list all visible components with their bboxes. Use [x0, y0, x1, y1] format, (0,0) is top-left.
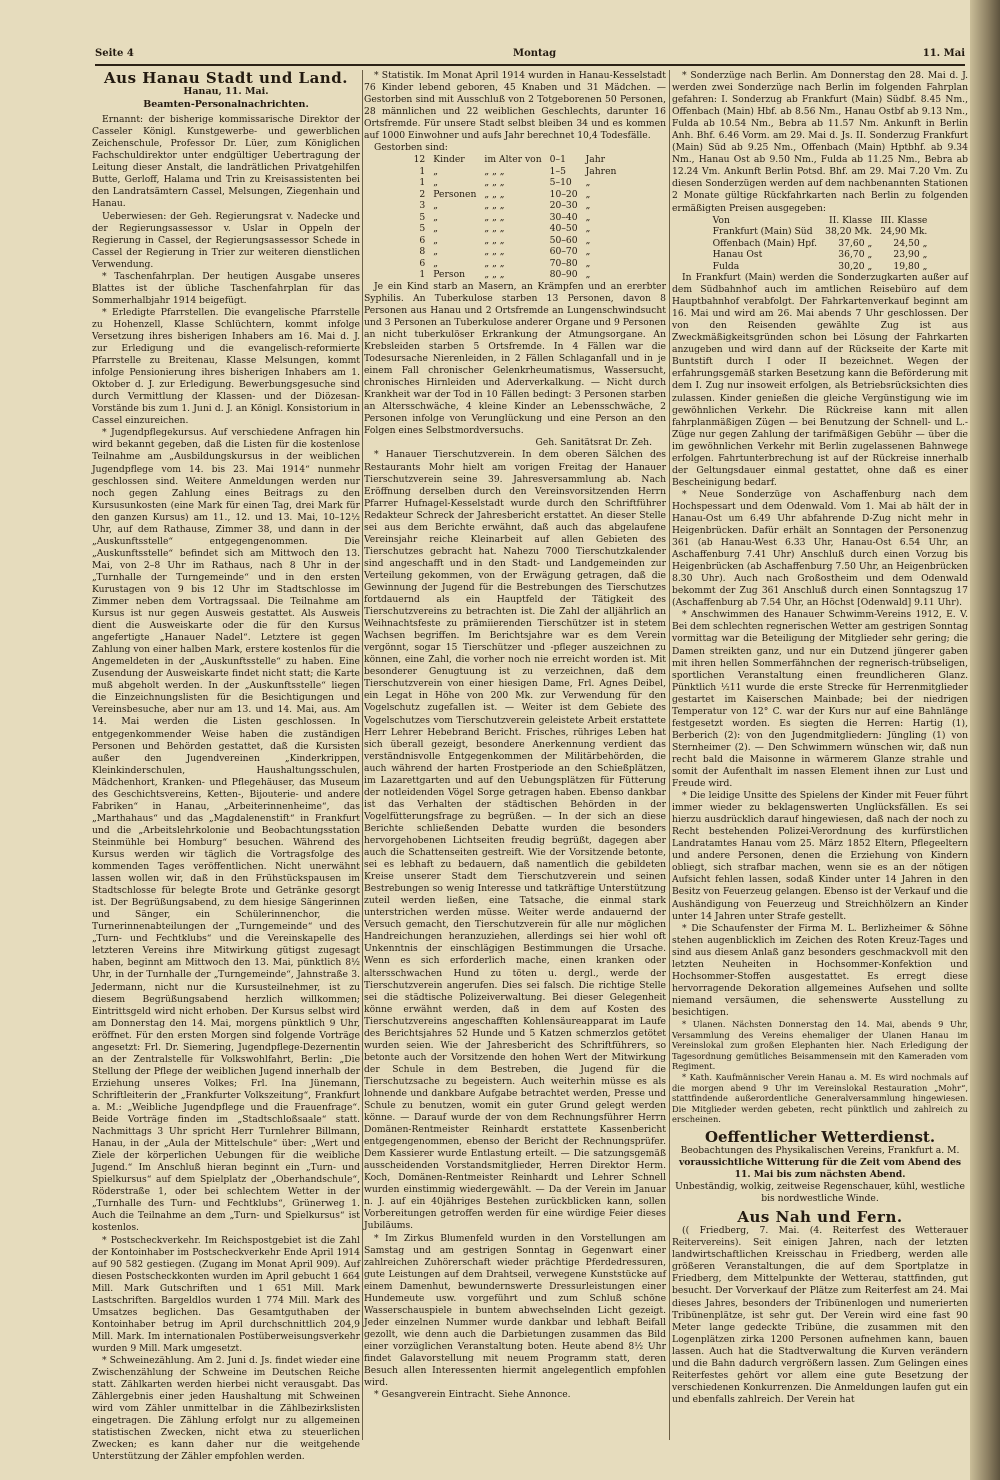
article-paragraph: * Die Schaufenster der Firma M. L. Berlizheimer & Söhne stehen augenblicklich im Zeichen des Roten Kreuz-Tages und sind aus diesem Anlaß ganz besonders geschmackvoll mit den letzten Neuheiten in Hochsommer-Konfektion und Hochsommer-Stoffen ausgestattet. Es erregt diese hervorragende Dekoration allgemeines Aufsehen und sollte niemand versäumen, die sehenswerte Ausstellung zu besichtigen.	[672, 922, 968, 1018]
article-paragraph: Ueberwiesen: der Geh. Regierungsrat v. Nadecke und der Regierungsassessor v. Uslar in Oppeln der Regierung in Cassel, der Regierungsassessor Schede in Cassel der Regierung in Trier zur weiteren dienstlichen Verwendung.	[92, 210, 360, 270]
table-cell: „ „ „	[484, 177, 505, 189]
table-cell: „ „ „	[484, 223, 505, 235]
table-cell: 8	[419, 246, 426, 258]
table-cell: „	[433, 200, 439, 212]
table-cell: „	[433, 177, 439, 189]
page-edge	[970, 0, 1000, 1480]
table-cell: „	[433, 223, 439, 235]
table-cell: 6	[419, 234, 426, 246]
table-cell: 6	[419, 257, 426, 269]
table-cell: Kinder	[433, 154, 465, 166]
column-divider	[669, 70, 670, 1440]
table-row	[410, 235, 621, 247]
table-row	[410, 166, 621, 178]
table-cell: „ „ „	[484, 211, 505, 223]
weather-forecast: Unbeständig, wolkig, zeitweise Regenschauer, kühl, westliche bis nordwestliche Winde.	[675, 1181, 965, 1205]
notice-paragraph: * Ulanen. Nächsten Donnerstag den 14. Mai, abends 9 Uhr, Versammlung des Vereins ehemaliger der Ulanen Hanau im Vereinslokal zum großen Elephanten hier. Nach Erledigung der Tagesordnung gemütliches Beisammensein mit den Kameraden vom Regiment.	[672, 1018, 968, 1072]
table-row	[410, 154, 621, 166]
article-paragraph: In Frankfurt (Main) werden die Sonderzugkarten außer auf dem Südbahnhof auch im amtlichen Reisebüro auf dem Hauptbahnhof verabfolgt. Der Fahrkartenverkauf beginnt am 16. Mai und wird am 26. Mai abends 7 Uhr geschlossen. Der von den Reisenden gewählte Zug ist aus Zweckmäßigkeitsgründen schon bei Lösung der Fahrkarten anzugeben und wird dann auf der Rückseite der Karte mit Buntstift durch I oder II bezeichnet. Wegen der erfahrungsgemäß starken Besetzung kann die Beförderung mit dem I. Zug nur insoweit erfolgen, als Betriebsrücksichten dies zulassen. Kinder genießen die gleiche Vergünstigung wie im gewöhnlichen Verkehr. Die Rückreise kann mit allen fahrplanmäßigen Zügen — bei Benutzung der Schnell- und L.-Züge nur gegen Zahlung der tarifmäßigen Gebühr — über die im gewöhnlichen Verkehr mit Berlin zugelassenen Bahnwege erfolgen. Fahrtunterbrechung ist auf der Rückreise innerhalb der Geltungsdauer einmal gestattet, ohne daß es einer Bescheinigung bedarf.	[672, 272, 968, 488]
table-cell: „	[585, 223, 591, 235]
issue-date: 11. Mai	[922, 48, 965, 59]
table-cell: „	[585, 234, 591, 246]
table-cell: „ „ „	[484, 234, 505, 246]
table-cell: 1–5	[549, 165, 566, 177]
table-header: II. Klasse	[828, 214, 873, 226]
table-cell: 1	[419, 165, 426, 177]
table-row	[709, 261, 932, 273]
column-3	[672, 70, 968, 1450]
table-cell: 5	[419, 211, 426, 223]
table-caption: Gestorben sind:	[374, 142, 448, 154]
table-cell: 20–30	[549, 200, 578, 212]
table-row	[709, 226, 932, 238]
table-row	[410, 212, 621, 224]
subheading: Beamten-Personalnachrichten.	[143, 99, 309, 111]
table-cell: „	[585, 246, 591, 258]
table-cell: „	[585, 269, 591, 281]
table-cell: 24,90 Mk.	[880, 226, 928, 238]
table-cell: „ „ „	[484, 188, 505, 200]
table-cell: 1	[419, 177, 426, 189]
weather-forecast-heading: voraussichtliche Witterung für die Zeit vom Abend des 11. Mai bis zum nächsten Abend.	[678, 1157, 962, 1181]
section-title: Aus Nah und Fern.	[737, 1208, 903, 1227]
table-cell: „	[433, 234, 439, 246]
table-cell: Hanau Ost	[712, 249, 763, 261]
table-cell: 36,70 „	[838, 249, 873, 261]
table-cell: „	[585, 257, 591, 269]
table-cell: 37,60 „	[838, 237, 873, 249]
table-cell: „	[433, 211, 439, 223]
table-cell: 2	[419, 188, 426, 200]
table-cell: 38,20 Mk.	[825, 226, 873, 238]
section-title: Aus Hanau Stadt und Land.	[104, 69, 348, 87]
signature: Geh. Sanitätsrat Dr. Zeh.	[535, 437, 652, 449]
table-cell: im Alter von	[484, 154, 542, 166]
article-paragraph: * Im Zirkus Blumenfeld wurden in den Vorstellungen am Samstag und am gestrigen Sonntag in Gegenwart einer zahlreichen Zuhörerschaft wieder prächtige Pferdedressuren, gute Leistungen auf dem Drahtseil, verwegene Kunststücke auf einem Damenhut, bewundernswerte Dressurleistungen einer Hundemeute usw. vorgeführt und zum Schluß schöne Wasserschauspiele in buntem abwechselnden Licht gezeigt. Jeder einzelnen Nummer wurde dankbar und lebhaft Beifall gezollt, wie denn auch die Darbietungen zusammen das Bild einer vorzüglichen Veranstaltung boten. Heute abend 8½ Uhr findet Galavorstellung mit neuem Programm statt, deren Besuch allen Interessenten hiermit angelegentlich empfohlen wird.	[364, 1232, 666, 1389]
table-cell: 10–20	[549, 188, 578, 200]
table-row	[410, 223, 621, 235]
column-1	[92, 69, 360, 1463]
table-cell: 23,90 „	[893, 249, 928, 261]
table-cell: „ „ „	[484, 257, 505, 269]
table-cell: „	[585, 211, 591, 223]
column-divider	[362, 70, 363, 1440]
table-cell: Personen	[433, 188, 477, 200]
table-cell: „	[585, 188, 591, 200]
weather-title: Oeffentlicher Wetterdienst.	[704, 1127, 936, 1146]
table-cell: 0–1	[549, 154, 566, 166]
table-cell: „	[585, 177, 591, 189]
dateline: Hanau, 11. Mai.	[183, 86, 269, 98]
table-cell: 12	[413, 154, 426, 166]
table-cell: „	[433, 246, 439, 258]
article-paragraph: Ernannt: der bisherige kommissarische Direktor der Casseler Königl. Kunstgewerbe- und gewerblichen Zeichenschule, Professor Dr. Lüer, zum Königlichen Fachschuldirektor unter endgültiger Uebertragung der Leitung dieser Anstalt, die landrätlichen Privatgehilfen Butte, Gerloff, Halama und Trin zu Kreisassistenten bei den Landratsämtern Cassel, Melsungen, Ziegenhain und Hanau.	[92, 114, 360, 210]
table-cell: „ „ „	[484, 246, 505, 258]
table-cell: „	[433, 165, 439, 177]
table-cell: „ „ „	[484, 165, 505, 177]
table-cell: 1	[419, 269, 426, 281]
weather-source: Beobachtungen des Physikalischen Vereins, Frankfurt a. M.	[680, 1144, 960, 1156]
page-header	[95, 48, 965, 64]
article-paragraph: * Anschwimmen des Hanauer Schwimm-Vereins 1912, E. V. Bei dem schlechten regnerischen Wetter am gestrigen Sonntag vormittag war die Beteiligung der Mitglieder sehr gering; die Damen streikten ganz, und nur ein Dutzend jüngerer gaben mit ihren hellen Sommerfähnchen der regnerisch-trübseligen, sportlichen Veranstaltung einen freundlicheren Glanz. Pünktlich ½11 wurde die erste Strecke für Herrenmitglieder gestartet im Kaiserschen Mainbade; bei der niedrigen Temperatur von 12° C. war der Kurs nur auf eine Bahnlänge festgesetzt worden. Es siegten die Herren: Hartig (1), Berberich (2): von den Jugendmitgliedern: Jüngling (1) von Sternheimer (2). — Den Schwimmern wünschen wir, daß nun recht bald die Maisonne in wärmerem Glanze strahle und somit der Aufenthalt im nassen Element ihnen zur Lust und Freude wird.	[672, 609, 968, 790]
article-paragraph: * Sonderzüge nach Berlin. Am Donnerstag den 28. Mai d. J. werden zwei Sonderzüge nach Berlin im folgenden Fahrplan gefahren: I. Sonderzug ab Frankfurt (Main) Südbf. 8.45 Nm., Offenbach (Main) Hbf. ab 8.56 Nm., Hanau Ostbf ab 9.13 Nm., Fulda ab 10.54 Nm., Bebra ab 11.57 Nm. Ankunft in Berlin Anh. Bhf. 6.46 Vorm. am 29. Mai d. Js. II. Sonderzug Frankfurt (Main) Süd ab 9.25 Nm., Offenbach (Main) Hptbhf. ab 9.34 Nm., Hanau Ost ab 9.50 Nm., Fulda ab 11.25 Nm., Bebra ab 12.24 Vm. Ankunft Berlin Potsd. Bhf. am 29. Mai 7.20 Vm. Zu diesen Sonderzügen werden auf dem nachbenannten Stationen 2 Monate gültige Rückfahrkarten nach Berlin zu folgenden ermäßigten Preisen ausgegeben:	[672, 70, 968, 214]
table-row	[410, 189, 621, 201]
table-row	[410, 177, 621, 189]
article-paragraph: * Erledigte Pfarrstellen. Die evangelische Pfarrstelle zu Hohenzell, Klasse Schlüchtern, kommt infolge Versetzung ihres bisherigen Inhabers am 16. Mai d. J. zur Erledigung und die evangelisch-reformierte Pfarrstelle zu Breitenau, Klasse Melsungen, kommt infolge Pensionierung ihres bisherigen Inhabers am 1. Oktober d. J. zur Erledigung. Bewerbungsgesuche sind durch Vermittlung der Klassen- und der Diözesan-Vorstände bis zum 1. Juni d. J. an Königl. Konsistorium in Cassel einzureichen.	[92, 306, 360, 427]
table-cell: 3	[419, 200, 426, 212]
table-cell: 50–60	[549, 234, 578, 246]
table-cell: 30,20 „	[838, 260, 873, 272]
table-cell: Jahren	[585, 165, 617, 177]
article-paragraph: * Postscheckverkehr. Im Reichspostgebiet ist die Zahl der Kontoinhaber im Postscheckverkehr Ende April 1914 auf 90 582 gestiegen. (Zugang im Monat April 909). Auf diesen Postscheckkonten wurden im April gebucht 1 664 Mill. Mark Gutschriften und 1 651 Mill. Mark Lastschriften. Bargeldlos wurden 1 774 Mill. Mark des Umsatzes beglichen. Das Gesamtguthaben der Kontoinhaber betrug im April durchschnittlich 204,9 Mill. Mark. Im internationalen Postüberweisungsverkehr wurden 9 Mill. Mark umgesetzt.	[92, 1234, 360, 1354]
article-paragraph: * Statistik. Im Monat April 1914 wurden in Hanau-Kesselstadt 76 Kinder lebend geboren, 45 Knaben und 31 Mädchen. — Gestorben sind mit Ausschluß von 2 Totgeborenen 50 Personen, 28 männlichen und 22 weiblichen Geschlechts, darunter 16 Ortsfremde. Für unsere Stadt selbst bleiben 34 und es kommen auf 1000 Einwohner und aufs Jahr berechnet 10,4 Todesfälle.	[364, 70, 666, 142]
table-header: Von	[712, 214, 730, 226]
table-cell: „ „ „	[484, 200, 505, 212]
table-cell: 5–10	[549, 177, 572, 189]
table-row	[410, 269, 621, 281]
column-2	[364, 70, 666, 1450]
article-paragraph: * Gesangverein Eintracht. Siehe Annonce.	[374, 1389, 571, 1401]
table-cell: 40–50	[549, 223, 578, 235]
mortality-table	[410, 154, 621, 281]
table-cell: 24,50 „	[893, 237, 928, 249]
table-row	[410, 246, 621, 258]
table-cell: 30–40	[549, 211, 578, 223]
header-rule	[95, 64, 965, 66]
table-row	[410, 258, 621, 270]
table-cell: Jahr	[585, 154, 606, 166]
table-cell: „ „ „	[484, 269, 505, 281]
table-cell: Offenbach (Main) Hpf.	[712, 237, 818, 249]
fare-table	[709, 215, 932, 273]
article-paragraph: * Taschenfahrplan. Der heutigen Ausgabe unseres Blattes ist der übliche Taschenfahrplan für das Sommerhalbjahr 1914 beigefügt.	[92, 270, 360, 306]
page-number: Seite 4	[95, 48, 134, 59]
article-paragraph: * Die leidige Unsitte des Spielens der Kinder mit Feuer führt immer wieder zu beklagenswerten Unglücksfällen. Es sei hierzu ausdrücklich darauf hingewiesen, daß nach der noch zu Recht bestehenden Polizei-Verordnung des kurfürstlichen Landratamtes Hanau vom 25. März 1852 Eltern, Pflegeeltern und andere Personen, denen die Erziehung von Kindern obliegt, sich strafbar machen, wenn sie es an der nötigen Aufsicht fehlen lassen, sodaß Kinder unter 14 Jahren in den Besitz von Feuerzeug gelangen. Ebenso ist der Verkauf und die Aushändigung von Feuerzeug und Streichhölzern an Kinder unter 14 Jahren unter Strafe gestellt.	[672, 790, 968, 922]
table-cell: 5	[419, 223, 426, 235]
table-row	[709, 238, 932, 250]
article-paragraph: * Schweinezählung. Am 2. Juni d. Js. findet wieder eine Zwischenzählung der Schweine im Deutschen Reiche statt. Zählkarten werden hierbei nicht verausgabt. Das Zählergebnis einer jeden Haushaltung mit Schweinen wird vom Zähler unmittelbar in die Zählbezirkslisten eingetragen. Die Zählung erfolgt nur zu allgemeinen statistischen Zwecken, nicht etwa zu steuerlichen Zwecken; es kann daher nur die weitgehende Unterstützung der Zähler empfohlen werden.	[92, 1354, 360, 1463]
article-paragraph: * Hanauer Tierschutzverein. In dem oberen Sälchen des Restaurants Mohr hielt am vorigen Freitag der Hanauer Tierschutzverein seine 39. Jahresversammlung ab. Nach Eröffnung derselben durch den Vereinsvorsitzenden Herrn Pfarrer Hufnagel-Kesselstadt wurde durch den Schriftführer Redakteur Schreck der Jahresbericht erstattet. An dieser Stelle sei aus dem Berichte erwähnt, daß auch das abgelaufene Vereinsjahr reiche Kleinarbeit auf allen Gebieten des Tierschutzes gebracht hat. Nahezu 7000 Tierschutzkalender sind angeschafft und in den Stadt- und Landgemeinden zur Verteilung gekommen, von der Erwägung getragen, daß die Gewinnung der Jugend für die Bestrebungen des Tierschutzes fortdauernd als ein Hauptfeld der Tätigkeit des Tierschutzvereins zu betrachten ist. Die Zahl der alljährlich an Weihnachtsfeste zu prämiierenden Tierschützer ist in stetem Wachsen begriffen. Im Berichtsjahre war es dem Verein vergönnt, sogar 15 Tierschützer und -pfleger auszeichnen zu können, eine Zahl, die vorher noch nie erreicht worden ist. Mit besonderer Genugtuung ist zu verzeichnen, daß dem Tierschutzverein von einer hiesigen Dame, Frl. Agnes Deibel, ein Legat in Höhe von 200 Mk. zur Verwendung für den Vogelschutz zugefallen ist. — Weiter ist dem Gebiete des Vogelschutzes vom Tierschutzverein geleistete Arbeit erstattete Herr Lehrer Hebebrand Bericht. Frisches, rühriges Leben hat sich überall gezeigt, besondere Anerkennung verdient das verständnisvolle Entgegenkommen der Militärbehörden, die auch während der harten Frostperiode an den Schießplätzen, im Lazarettgarten und auf den Uebungsplätzen für Fütterung der notleidenden Vögel Sorge getragen haben. Ebenso dankbar ist das Verhalten der städtischen Behörden in der Vogelfütterungsfrage zu begrüßen. — In der sich an diese Berichte schließenden Debatte wurden die besonders hervorgehobenen Lichtseiten freudig begrüßt, dagegen aber auch die Schattenseiten gestreift. Wie der Vorsitzende betonte, sei es lebhaft zu bedauern, daß namentlich die gebildeten Kreise unserer Stadt dem Tierschutzverein und seinen Bestrebungen so wenig Interesse und tatkräftige Unterstützung zuteil werden ließen, eine Tatsache, die einmal stark unterstrichen werden müsse. Weiter werde andauernd der Versuch gemacht, den Tierschutzverein für alle nur möglichen Handreichungen heranzuziehen, allerdings sei hier wohl oft Unkenntnis der einschlägigen Bestimmungen die Ursache. Wenn es sich erforderlich mache, einen kranken oder altersschwachen Hund zu töten u. dergl., werde der Tierschutzverein angerufen. Dies sei falsch. Die richtige Stelle sei die städtische Polizeiverwaltung. Bei dieser Gelegenheit könne erwähnt werden, daß in dem auf Kosten des Tierschutzvereins angeschafften Kohlensäureapparat im Laufe des Berichtsjahres 52 Hunde und 5 Katzen schmerzlos getötet wurden seien. Wie der Jahresbericht des Schriftführers, so betonte auch der Vorsitzende den hohen Wert der Mitwirkung der Schule in dem Bestreben, die Jugend für die Tierschutzsache zu begeistern. Auch weiterhin müsse es als lohnende und dankbare Aufgabe betrachtet werden, Presse und Schule zu benutzen, womit ein guter Grund gelegt werden könne. — Darauf wurde der von dem Rechnungsführer Herrn Domänen-Rentmeister Reinhardt erstattete Kassenbericht entgegengenommen, ebenso der Bericht der Rechnungsprüfer. Dem Kassierer wurde Entlastung erteilt. — Die satzungsgemäß ausscheidenden Vorstandsmitglieder, Herren Direktor Herm. Koch, Domänen-Rentmeister Reinhardt und Lehrer Schnell wurden einstimmig wiedergewählt. — Da der Verein im Januar n. J. auf ein 40jähriges Bestehen zurückblicken kann, sollen Vorbereitungen getroffen werden für eine würdige Feier dieses Jubiläums.	[364, 449, 666, 1232]
table-cell: Frankfurt (Main) Süd	[712, 226, 813, 238]
table-cell: „	[433, 257, 439, 269]
table-cell: Person	[433, 269, 466, 281]
table-cell: 80–90	[549, 269, 578, 281]
table-cell: 19,80 „	[893, 260, 928, 272]
article-paragraph: * Neue Sonderzüge von Aschaffenburg nach dem Hochspessart und dem Odenwald. Vom 1. Mai ab hält der in Hanau-Ost um 6.49 Uhr abfahrende D-Zug nicht mehr in Heigenbrücken. Dafür erhält an Sonntagen der Personenzug 361 (ab Hanau-West 6.33 Uhr, Hanau-Ost 6.54 Uhr, an Aschaffenburg 7.41 Uhr) Anschluß durch einen Vorzug bis Heigenbrücken (ab Aschaffenburg 7.50 Uhr, an Heigenbrücken 8.30 Uhr). Auch nach Großostheim und dem Odenwald bekommt der Zug 361 Anschluß durch einen Sonntagszug 17 (Aschaffenburg ab 7.54 Uhr, an Höchst [Odenwald] 9.11 Uhr).	[672, 488, 968, 609]
table-cell: 70–80	[549, 257, 578, 269]
table-row	[410, 200, 621, 212]
article-paragraph: (( Friedberg, 7. Mai. (4. Reiterfest des Wetterauer Reitervereins). Seit einigen Jahren, nach der letzten landwirtschaftlichen Kreisschau in Friedberg, werden alle größeren Veranstaltungen, die auf dem Sportplatze in Friedberg, dem Mittelpunkte der Wetterau, stattfinden, gut besucht. Der Vorverkauf der Plätze zum Reiterfest am 24. Mai dieses Jahres, besonders der Tribünenlogen und numerierten Tribünenplätze, ist sehr gut. Der Verein wird eine fast 90 Meter lange gedeckte Tribüne, die zusammen mit den Logenplätzen zirka 1200 Personen aufnehmen kann, bauen lassen. Auch hat die Stadtverwaltung die Kurven verändern und die Bahn dadurch vergrößern lassen. Zum Gelingen eines Reiterfestes gehört vor allem eine gute Besetzung der verschiedenen Konkurrenzen. Die Anmeldungen laufen gut ein und ebenfalls zahlreich. Der Verein hat	[672, 1225, 968, 1405]
table-cell: „	[585, 200, 591, 212]
table-header: III. Klasse	[880, 214, 928, 226]
weekday: Montag	[513, 48, 557, 59]
table-cell: Fulda	[712, 260, 740, 272]
article-paragraph: * Jugendpflegekursus. Auf verschiedene Anfragen hin wird bekannt gegeben, daß die Listen für die kostenlose Teilnahme am „Ausbildungskursus in der weiblichen Jugendpflege vom 14. bis 23. Mai 1914“ nunmehr geschlossen sind. Weitere Anmeldungen werden nur noch gegen Zahlung eines Beitrags zu den Kursusunkosten (eine Mark für einen Tag, drei Mark für den ganzen Kursus) am 11., 12. und 13. Mai, 10–12½ Uhr, auf dem Rathause, Zimmer 38, und dann in der „Auskunftsstelle“ entgegengenommen. Die „Auskunftsstelle“ befindet sich am Mittwoch den 13. Mai, von 2–8 Uhr im Rathaus, nach 8 Uhr in der „Turnhalle der Turngemeinde“ und in den ersten Kurustagen von 9 bis 12 Uhr im Stadtschlosse im Zimmer neben dem Vortragssaal. Die Teilnahme am Kursus ist nur gegen Ausweis gestattet. Als Ausweis dient die Ausweiskarte oder die für den Kursus angefertigte „Hanauer Nadel“. Letztere ist gegen Zahlung von einer halben Mark, erstere kostenlos für die Angemeldeten in der „Auskunftsstelle“ zu haben. Eine Zusendung der Ausweiskarte findet nicht statt; die Karte muß abgeholt werden. In der „Auskunftsstelle“ liegen die Einzeichnungslisten für die Besichtigungen und Vereinsbesuche, aber nur am 13. und 14. Mai, aus. Am 14. Mai werden die Listen geschlossen. In entgegenkommender Weise haben die zuständigen Personen und Behörden gestattet, daß die Kursisten außer den Jugendvereinen „Kinderkrippen, Kleinkinderschulen, Haushaltungsschulen, Mädchenhort, Kranken- und Pflegehäuser, das Museum des Geschichtsvereins, Ketten-, Bijouterie- und andere Fabriken“ in Hanau, „Arbeiterinnenheime“, das „Marthahaus“ und das „Magdalenenstift“ in Frankfurt und die „Arbeitslehrkolonie und Beobachtungsstation Steinmühle bei Homburg“ besuchen. Während des Kursus werden wir täglich die Vortragsfolge des kommenden Tages veröffentlichen. Nicht unerwähnt lassen wollen wir, daß in den Frühstückspausen im Stadtschlosse für belegte Brote und Getränke gesorgt ist. Der Begrüßungsabend, zu dem hiesige Sängerinnen und Sänger, ein Schülerinnenchor, die Turnerinnenabteilungen der „Turngemeinde“ und des „Turn- und Fechtklubs“ und die Vereinskapelle des letzteren Vereins ihre Mitwirkung gütigst zugesagt haben, beginnt am Mittwoch den 13. Mai, pünktlich 8½ Uhr, in der Turnhalle der „Turngemeinde“, Jahnstraße 3. Jedermann, nicht nur die Kursusteilnehmer, ist zu diesem Begrüßungsabend herzlich willkommen; Eintrittsgeld wird nicht erhoben. Der Kursus selbst wird am Donnerstag den 14. Mai, morgens pünktlich 9 Uhr, eröffnet. Für den ersten Morgen sind folgende Vorträge angesetzt: Frl. Dr. Siemering, Jugendpflege-Dezernentin an der Zentralstelle für Volkswohlfahrt, Berlin: „Die Stellung der Pflege der weiblichen Jugend innerhalb der Erziehung unseres Volkes; Frl. Ina Jünemann, Schriftleiterin der „Frankfurter Volkszeitung“, Frankfurt a. M.: „Weibliche Jugendpflege und die Frauenfrage“. Beide Vorträge finden im „Stadtschloßsaale“ statt. Nachmittags 3 Uhr spricht Herr Turnlehrer Billmann, Hanau, in der „Aula der Mittelschule“ über: „Wert und Ziele der körperlichen Uebungen für die weibliche Jugend.“ Im Anschluß hieran beginnt ein „Turn- und Spielkursus“ auf dem Spielplatz der „Oberhandschule“, Röderstraße 1, oder bei schlechtem Wetter in der „Turnhalle des Turn- und Fechtklubs“, Grünerweg 1. Auch die Teilnahme an dem „Turn- und Spielkursus“ ist kostenlos.	[92, 427, 360, 1234]
notice-paragraph: * Kath. Kaufmännischer Verein Hanau a. M. Es wird nochmals auf die morgen abend 9 Uhr im Vereinslokal Restauration „Mohr“, stattfindende außerordentliche Generalversammlung hingewiesen. Die Mitglieder werden gebeten, recht pünktlich und zahlreich zu erscheinen.	[672, 1071, 968, 1125]
article-paragraph: Je ein Kind starb an Masern, an Krämpfen und an ererbter Syphilis. An Tuberkulose starben 13 Personen, davon 8 Personen aus Hanau und 2 Ortsfremde an Lungenschwindsucht und 3 Personen an Tuberkulose anderer Organe und 9 Personen an nicht tuberkulöser Erkrankung der Atmungsorgane. An Krebsleiden starben 5 Ortsfremde. In 4 Fällen war die Todesursache Nierenleiden, in 2 Fällen Schlaganfall und in je einem Fall chronischer Gelenkrheumatismus, Wassersucht, chronisches Hirnleiden und Aderverkalkung. — Nicht durch Krankheit war der Tod in 10 Fällen bedingt: 3 Personen starben an Altersschwäche, 4 kleine Kinder an Lebensschwäche, 2 Personen infolge von Verunglückung und eine Person an den Folgen eines Selbstmordversuchs.	[364, 280, 666, 437]
table-cell: 60–70	[549, 246, 578, 258]
table-row	[709, 249, 932, 261]
